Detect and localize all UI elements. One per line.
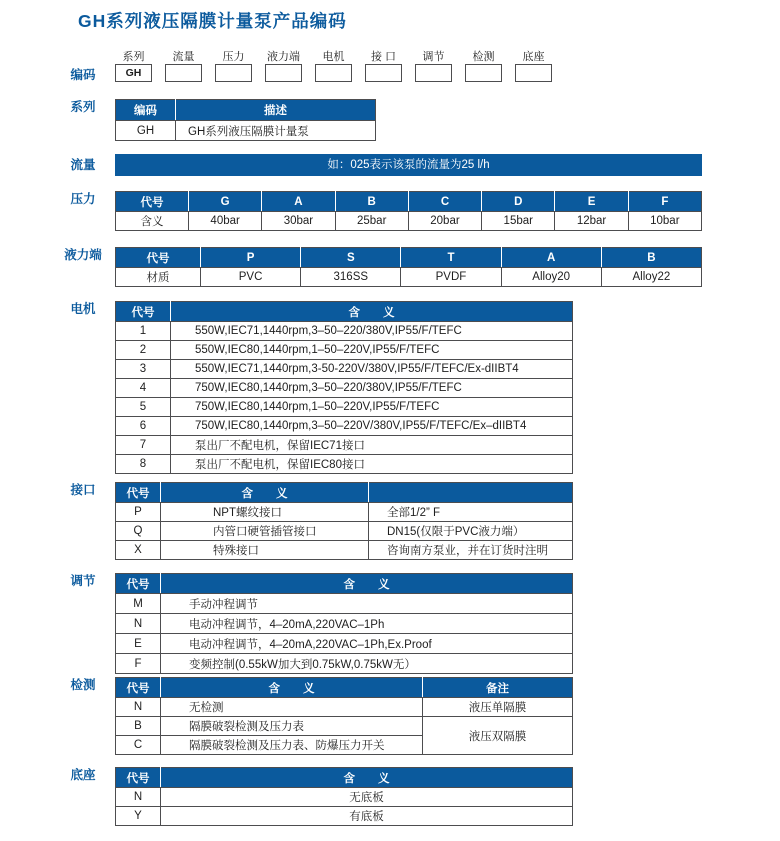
adjust-code: N	[116, 614, 161, 634]
pressure-code: B	[335, 192, 408, 212]
motor-code: 2	[116, 341, 171, 360]
liquid-end-meaning: 316SS	[301, 268, 401, 287]
pressure-code: C	[408, 192, 481, 212]
interface-table	[115, 482, 573, 560]
series-code: GH	[116, 121, 176, 141]
interface-note: DN15(仅限于PVC液力端）	[369, 522, 573, 541]
table-row	[116, 594, 573, 614]
interface-desc: 内管口硬管插管接口	[161, 522, 369, 541]
detect-note: 液压单隔膜	[423, 698, 573, 717]
coding-field-label: 系列	[122, 51, 145, 63]
detect-note-merged: 液压双隔膜	[423, 717, 573, 755]
adjust-section-label: 调节	[70, 574, 96, 588]
pressure-meaning: 30bar	[262, 212, 335, 231]
table-row	[116, 341, 573, 360]
motor-code: 8	[116, 455, 171, 474]
adjust-code: F	[116, 654, 161, 674]
detect-desc: 隔膜破裂检测及压力表	[161, 717, 423, 736]
interface-code: Q	[116, 522, 161, 541]
coding-field-box	[415, 64, 452, 82]
table-row	[116, 268, 702, 287]
liquid-end-meaning-header: 材质	[116, 268, 201, 287]
adjust-desc: 变频控制(0.55kW加大到0.75kW,0.75kW无）	[161, 654, 573, 674]
table-row	[116, 788, 573, 807]
table-row	[116, 522, 573, 541]
interface-code: P	[116, 503, 161, 522]
table-row	[116, 121, 376, 141]
coding-field-box	[265, 64, 302, 82]
liquid-end-meaning: Alloy20	[501, 268, 601, 287]
liquid-end-code: P	[201, 248, 301, 268]
detect-section-label: 检测	[70, 678, 96, 692]
series-col-desc: 描述	[176, 100, 376, 121]
adjust-table	[115, 573, 573, 674]
pressure-code: G	[189, 192, 262, 212]
table-row	[116, 807, 573, 826]
table-row	[116, 379, 573, 398]
table-row	[116, 322, 573, 341]
table-row	[116, 503, 573, 522]
detect-code: N	[116, 698, 161, 717]
motor-code: 3	[116, 360, 171, 379]
pressure-code: A	[262, 192, 335, 212]
liquid-end-code: T	[401, 248, 501, 268]
table-row	[116, 654, 573, 674]
adjust-code: M	[116, 594, 161, 614]
motor-code: 1	[116, 322, 171, 341]
coding-field-base	[515, 48, 552, 82]
detect-desc: 无检测	[161, 698, 423, 717]
flow-note: 如：025表示该泵的流量为25 l/h	[115, 154, 702, 176]
motor-desc: 550W,IEC71,1440rpm,3–50–220/380V,IP55/F/TEFC	[171, 322, 573, 341]
table-row	[116, 360, 573, 379]
adjust-desc: 手动冲程调节	[161, 594, 573, 614]
series-desc: GH系列液压隔膜计量泵	[176, 121, 376, 141]
interface-note-header	[369, 483, 573, 503]
base-meaning-header: 含 义	[161, 768, 573, 788]
coding-section-label: 编码	[70, 68, 96, 82]
motor-desc: 泵出厂不配电机，保留IEC71接口	[171, 436, 573, 455]
liquid-end-code: A	[501, 248, 601, 268]
motor-desc: 750W,IEC80,1440rpm,3–50–220V/380V,IP55/F/TEFC/Ex–dIIBT4	[171, 417, 573, 436]
motor-desc: 750W,IEC80,1440rpm,1–50–220V,IP55/F/TEFC	[171, 398, 573, 417]
motor-code: 6	[116, 417, 171, 436]
interface-note: 咨询南方泵业，并在订货时注明	[369, 541, 573, 560]
liquid-end-section-label: 液力端	[64, 248, 102, 262]
series-table	[115, 99, 376, 141]
interface-desc: NPT螺纹接口	[161, 503, 369, 522]
interface-note: 全部1/2” F	[369, 503, 573, 522]
liquid-end-meaning: PVDF	[401, 268, 501, 287]
pressure-meaning: 20bar	[408, 212, 481, 231]
coding-field-label: 液力端	[267, 51, 300, 63]
motor-code: 4	[116, 379, 171, 398]
coding-field-detect	[465, 48, 502, 82]
adjust-code-header: 代号	[116, 574, 161, 594]
pressure-meaning: 25bar	[335, 212, 408, 231]
interface-section-label: 接口	[70, 483, 96, 497]
coding-field-pressure	[215, 48, 252, 82]
coding-field-label: 调节	[422, 51, 445, 63]
motor-table	[115, 301, 573, 474]
pressure-meaning: 40bar	[189, 212, 262, 231]
table-row	[116, 212, 702, 231]
coding-field-box	[165, 64, 202, 82]
interface-desc: 特殊接口	[161, 541, 369, 560]
liquid-end-meaning: Alloy22	[601, 268, 701, 287]
table-row	[116, 717, 573, 736]
motor-code: 5	[116, 398, 171, 417]
interface-code: X	[116, 541, 161, 560]
pressure-table	[115, 191, 702, 231]
coding-field-box	[315, 64, 352, 82]
detect-meaning-header: 含 义	[161, 678, 423, 698]
table-row	[116, 455, 573, 474]
coding-field-label: 检测	[472, 51, 495, 63]
detect-note-header: 备注	[423, 678, 573, 698]
detect-code-header: 代号	[116, 678, 161, 698]
motor-desc: 550W,IEC80,1440rpm,1–50–220V,IP55/F/TEFC	[171, 341, 573, 360]
coding-field-flow	[165, 48, 202, 82]
pressure-meaning-header: 含义	[116, 212, 189, 231]
pressure-section-label: 压力	[70, 192, 96, 206]
interface-code-header: 代号	[116, 483, 161, 503]
coding-field-label: 流量	[172, 51, 195, 63]
detect-code: B	[116, 717, 161, 736]
motor-code-header: 代号	[116, 302, 171, 322]
table-row	[116, 634, 573, 654]
coding-field-box	[515, 64, 552, 82]
detect-table	[115, 677, 573, 755]
liquid-end-meaning: PVC	[201, 268, 301, 287]
detect-code: C	[116, 736, 161, 755]
pressure-meaning: 12bar	[555, 212, 628, 231]
motor-desc: 泵出厂不配电机，保留IEC80接口	[171, 455, 573, 474]
pressure-meaning: 15bar	[482, 212, 555, 231]
pressure-code-header: 代号	[116, 192, 189, 212]
coding-field-label: 接 口	[370, 51, 397, 63]
coding-field-box	[365, 64, 402, 82]
table-row	[116, 417, 573, 436]
coding-field-label: 压力	[222, 51, 245, 63]
base-section-label: 底座	[70, 768, 96, 782]
coding-field-liquid-end	[265, 48, 302, 82]
base-desc: 无底板	[161, 788, 573, 807]
base-code: Y	[116, 807, 161, 826]
base-code-header: 代号	[116, 768, 161, 788]
coding-field-interface	[365, 48, 402, 82]
series-col-code: 编码	[116, 100, 176, 121]
interface-meaning-header: 含 义	[161, 483, 369, 503]
coding-field-box: GH	[115, 64, 152, 82]
liquid-end-code: B	[601, 248, 701, 268]
liquid-end-code: S	[301, 248, 401, 268]
coding-field-label: 电机	[322, 51, 345, 63]
pressure-code: D	[482, 192, 555, 212]
motor-desc: 750W,IEC80,1440rpm,3–50–220/380V,IP55/F/TEFC	[171, 379, 573, 398]
page-title: GH系列液压隔膜计量泵产品编码	[78, 11, 347, 31]
coding-field-series	[115, 48, 152, 82]
adjust-desc: 电动冲程调节，4–20mA,220VAC–1Ph,Ex.Proof	[161, 634, 573, 654]
table-row	[116, 698, 573, 717]
adjust-meaning-header: 含 义	[161, 574, 573, 594]
base-code: N	[116, 788, 161, 807]
coding-field-motor	[315, 48, 352, 82]
adjust-code: E	[116, 634, 161, 654]
motor-meaning-header: 含 义	[171, 302, 573, 322]
pressure-code: E	[555, 192, 628, 212]
pressure-code: F	[628, 192, 701, 212]
motor-section-label: 电机	[70, 302, 96, 316]
coding-fields	[115, 48, 552, 82]
motor-code: 7	[116, 436, 171, 455]
liquid-end-table	[115, 247, 702, 287]
table-row	[116, 398, 573, 417]
base-table	[115, 767, 573, 826]
table-row	[116, 436, 573, 455]
base-desc: 有底板	[161, 807, 573, 826]
coding-field-adjust	[415, 48, 452, 82]
adjust-desc: 电动冲程调节，4–20mA,220VAC–1Ph	[161, 614, 573, 634]
coding-field-box	[215, 64, 252, 82]
series-section-label: 系列	[70, 100, 96, 114]
pressure-meaning: 10bar	[628, 212, 701, 231]
coding-field-box	[465, 64, 502, 82]
flow-section-label: 流量	[70, 158, 96, 172]
liquid-end-code-header: 代号	[116, 248, 201, 268]
table-row	[116, 614, 573, 634]
coding-field-label: 底座	[522, 51, 545, 63]
table-row	[116, 541, 573, 560]
detect-desc: 隔膜破裂检测及压力表、防爆压力开关	[161, 736, 423, 755]
motor-desc: 550W,IEC71,1440rpm,3-50-220V/380V,IP55/F/TEFC/Ex-dIIBT4	[171, 360, 573, 379]
